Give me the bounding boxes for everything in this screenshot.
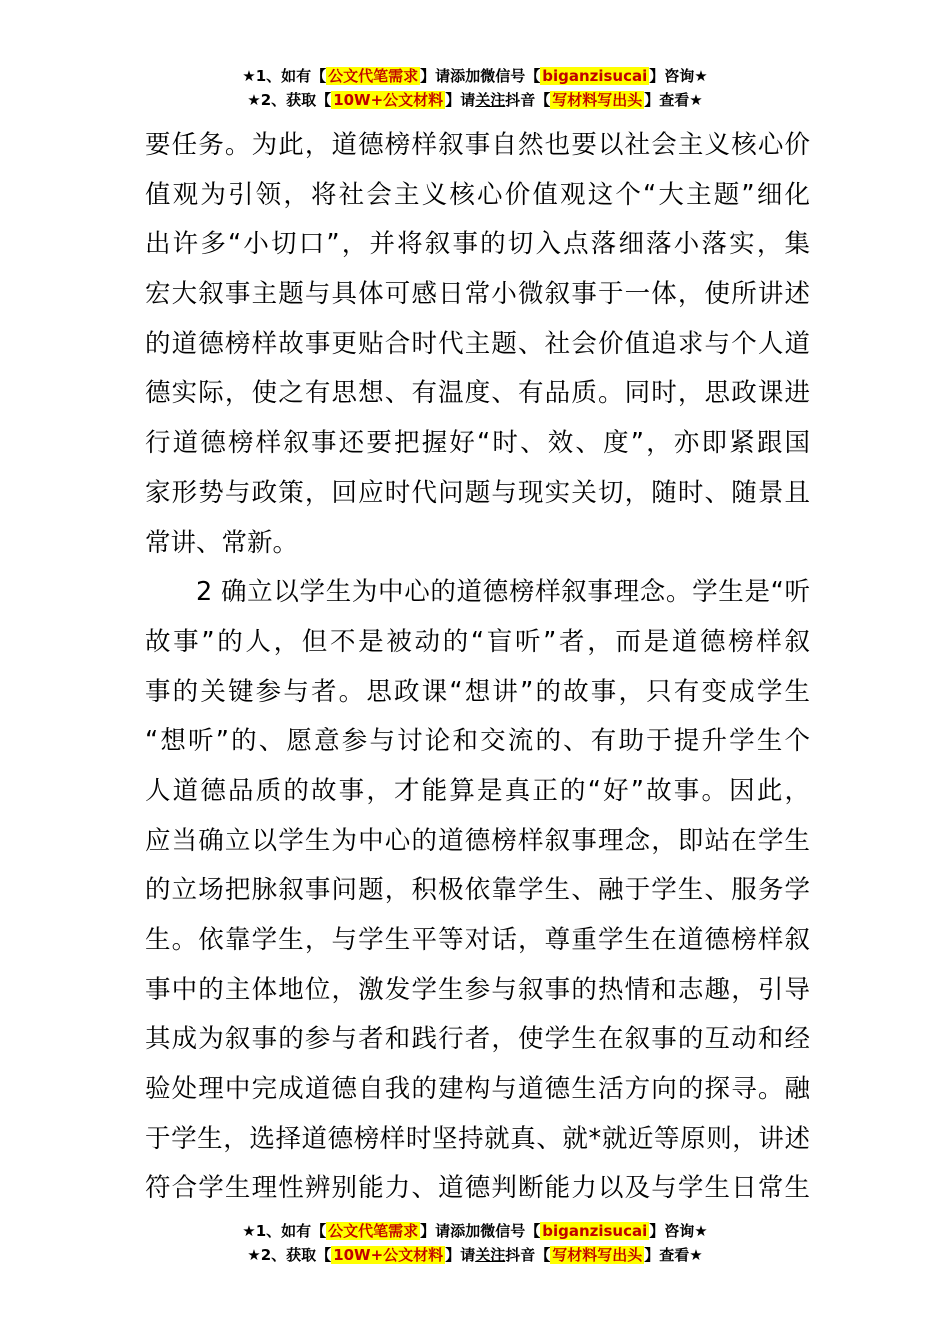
text-line: 值观为引领，将社会主义核心价值观这个“大主题”细化: [145, 179, 810, 210]
text-line: 常讲、常新。: [145, 527, 299, 558]
text-line: 验处理中完成道德自我的建构与道德生活方向的探寻。融: [145, 1074, 810, 1105]
text-line: 事中的主体地位，激发学生参与叙事的热情和志趣，引导: [145, 974, 810, 1005]
highlight-service: 公文代笔需求: [328, 67, 419, 85]
highlight-materials: 10W+公文材料: [333, 91, 444, 109]
text-line: 事的关键参与者。思政课“想讲”的故事，只有变成学生: [145, 676, 810, 707]
text-line: 其成为叙事的参与者和践行者，使学生在叙事的互动和经: [145, 1024, 810, 1055]
highlight-service: 公文代笔需求: [328, 1222, 419, 1240]
banner-line-1: ★1、如有【 公文代笔需求 】请添加微信号【 biganzisucai 】咨询★: [242, 67, 708, 85]
text-line: 要任务。为此，道德榜样叙事自然也要以社会主义核心价: [145, 130, 810, 160]
text-line: 故事”的人，但不是被动的“盲听”者，而是道德榜样叙: [145, 626, 810, 657]
paragraph-start-line: 2 确立以学生为中心的道德榜样叙事理念。学生是“听: [196, 577, 810, 608]
text-line: 符合学生理性辨别能力、道德判断能力以及与学生日常生: [145, 1173, 810, 1204]
highlight-wechat-id: biganzisucai: [542, 67, 648, 85]
body-text: [145, 121, 810, 1214]
banner-line-2: ★2、获取【 10W+公文材料 】请关注抖音【 写材料写出头 】查看★: [247, 91, 703, 109]
footer-banner: [0, 1219, 950, 1267]
text-line: 于学生，选择道德榜样时坚持就真、就*就近等原则，讲述: [145, 1123, 810, 1154]
highlight-materials: 10W+公文材料: [333, 1246, 444, 1264]
highlight-douyin-account: 写材料写出头: [552, 1246, 643, 1264]
text-line: 出许多“小切口”，并将叙事的切入点落细落小落实，集: [145, 229, 810, 260]
text-line: 生。依靠学生，与学生平等对话，尊重学生在道德榜样叙: [145, 925, 810, 955]
highlight-douyin-account: 写材料写出头: [552, 91, 643, 109]
highlight-wechat-id: biganzisucai: [542, 1222, 648, 1240]
text-line: “想听”的、愿意参与讨论和交流的、有助于提升学生个: [145, 726, 810, 757]
banner-line-2: ★2、获取【 10W+公文材料 】请关注抖音【 写材料写出头 】查看★: [247, 1246, 703, 1264]
banner-line-1: ★1、如有【 公文代笔需求 】请添加微信号【 biganzisucai 】咨询★: [242, 1222, 708, 1240]
text-line: 宏大叙事主题与具体可感日常小微叙事于一体，使所讲述: [145, 279, 810, 310]
text-line: 的立场把脉叙事问题，积极依靠学生、融于学生、服务学: [145, 875, 810, 906]
header-banner: [0, 64, 950, 112]
text-line: 人道德品质的故事，才能算是真正的“好”故事。因此，: [145, 775, 810, 806]
text-line: 家形势与政策，回应时代问题与现实关切，随时、随景且: [145, 477, 810, 508]
text-line: 的道德榜样故事更贴合时代主题、社会价值追求与个人道: [145, 328, 810, 359]
text-line: 行道德榜样叙事还要把握好“时、效、度”，亦即紧跟国: [145, 428, 810, 459]
text-line: 应当确立以学生为中心的道德榜样叙事理念，即站在学生: [145, 825, 810, 856]
text-line: 德实际，使之有思想、有温度、有品质。同时，思政课进: [145, 378, 810, 409]
